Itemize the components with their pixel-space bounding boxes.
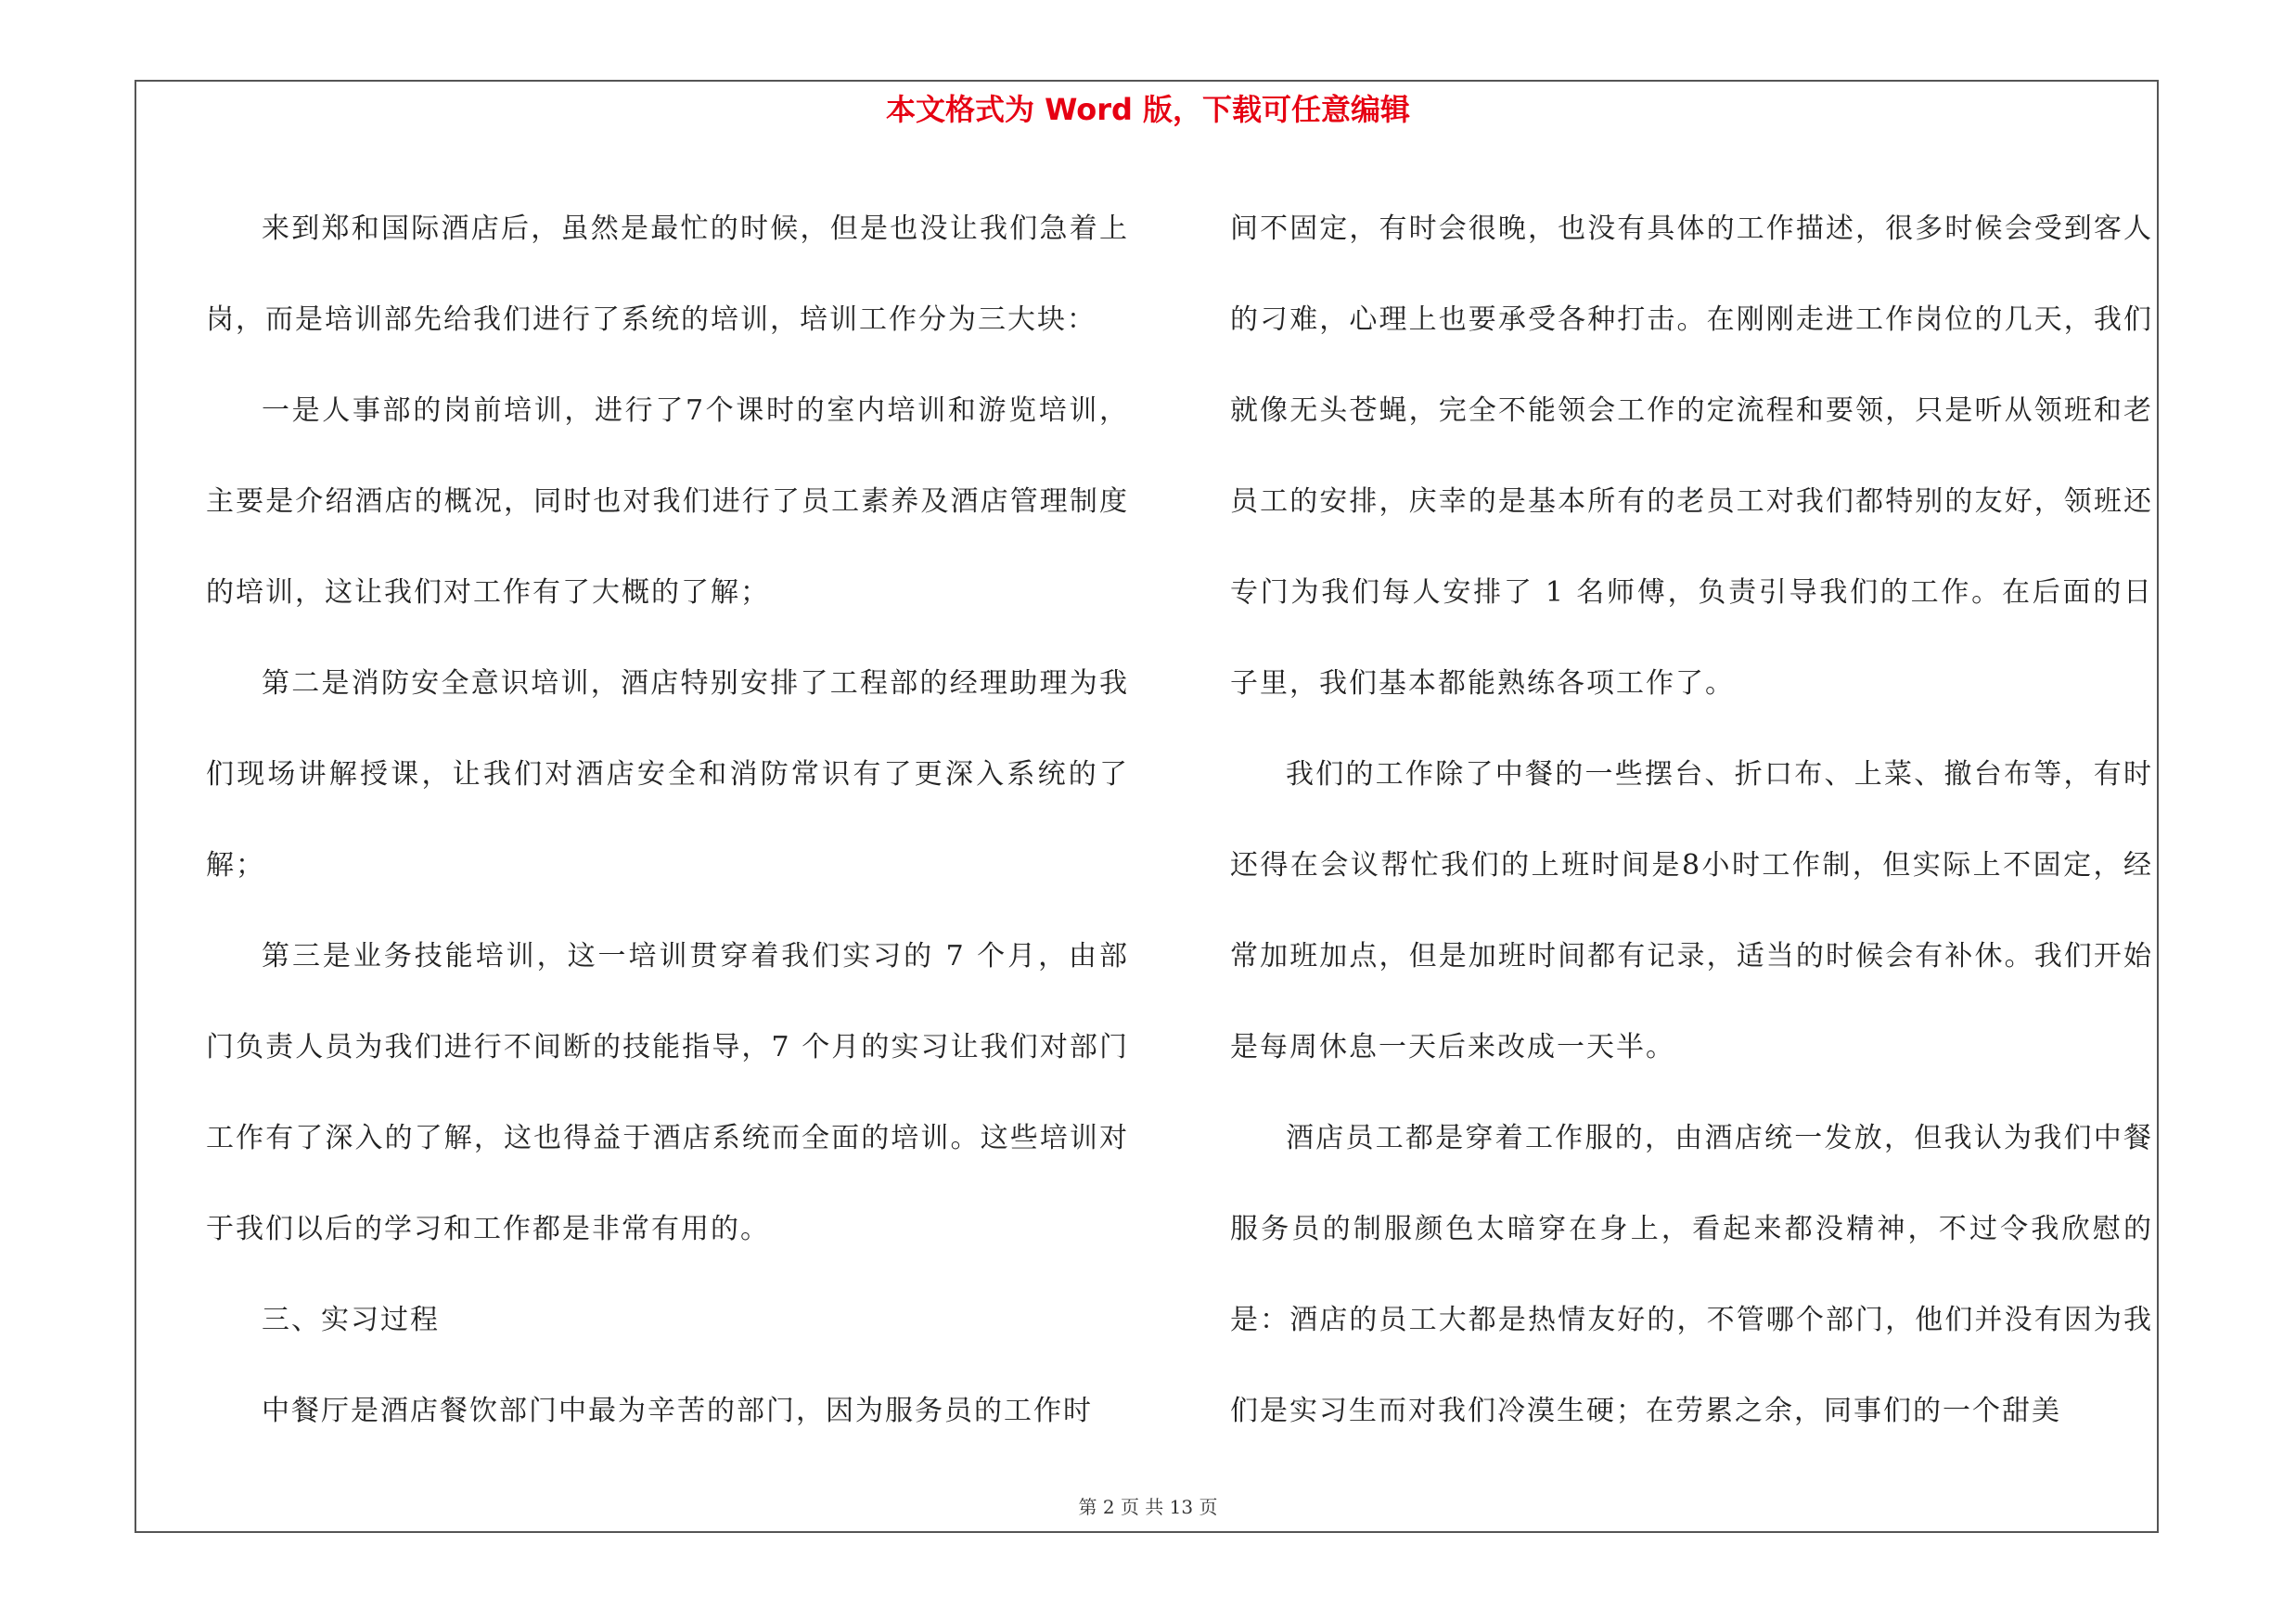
paragraph-continued: 间不固定，有时会很晚，也没有具体的工作描述，很多时候会受到客人的刁难，心理上也要承受各种打击。在刚刚走进工作岗位的几天，我们就像无头苍蝇，完全不能领会工作的定流程和要领，只是听从领班和老员工的安排，庆幸的是基本所有的老员工对我们都特别的友好，领班还专门为我们每人安排了 1 名师傅，负责引导我们的工作。在后面的日子里，我们基本都能熟练各项工作了。 (1230, 213, 2153, 700)
paragraph: 一是人事部的岗前培训，进行了7个课时的室内培训和游览培训，主要是介绍酒店的概况，同时也对我们进行了员工素养及酒店管理制度的培训，这让我们对工作有了大概的了解； (206, 394, 1129, 609)
paragraph: 来到郑和国际酒店后，虽然是最忙的时候，但是也没让我们急着上岗，而是培训部先给我们进行了系统的培训，培训工作分为三大块： (206, 213, 1129, 336)
left-column (206, 184, 1129, 1457)
right-column (1230, 184, 2153, 1457)
paragraph: 第三是业务技能培训，这一培训贯穿着我们实习的 7 个月，由部门负责人员为我们进行不间断的技能指导，7 个月的实习让我们对部门工作有了深入的了解，这也得益于酒店系统而全面的培训。这些培训对于我们以后的学习和工作都是非常有用的。 (206, 940, 1129, 1245)
paragraph: 我们的工作除了中餐的一些摆台、折口布、上菜、撤台布等，有时还得在会议帮忙我们的上班时间是8小时工作制，但实际上不固定，经常加班加点，但是加班时间都有记录，适当的时候会有补休。我们开始是每周休息一天后来改成一天半。 (1230, 758, 2153, 1063)
header-banner: 本文格式为 Word 版，下载可任意编辑 (885, 92, 1411, 127)
page-number: 第 2 页 共 13 页 (1078, 1496, 1218, 1518)
section-heading: 三、实习过程 (262, 1304, 440, 1336)
paragraph: 中餐厅是酒店餐饮部门中最为辛苦的部门，因为服务员的工作时 (262, 1395, 1093, 1427)
paragraph: 酒店员工都是穿着工作服的，由酒店统一发放，但我认为我们中餐服务员的制服颜色太暗穿在身上，看起来都没精神，不过令我欣慰的是：酒店的员工大都是热情友好的，不管哪个部门，他们并没有因为我们是实习生而对我们冷漠生硬；在劳累之余，同事们的一个甜美 (1230, 1122, 2153, 1427)
paragraph: 第二是消防安全意识培训，酒店特别安排了工程部的经理助理为我们现场讲解授课，让我们对酒店安全和消防常识有了更深入系统的了解； (206, 667, 1129, 882)
